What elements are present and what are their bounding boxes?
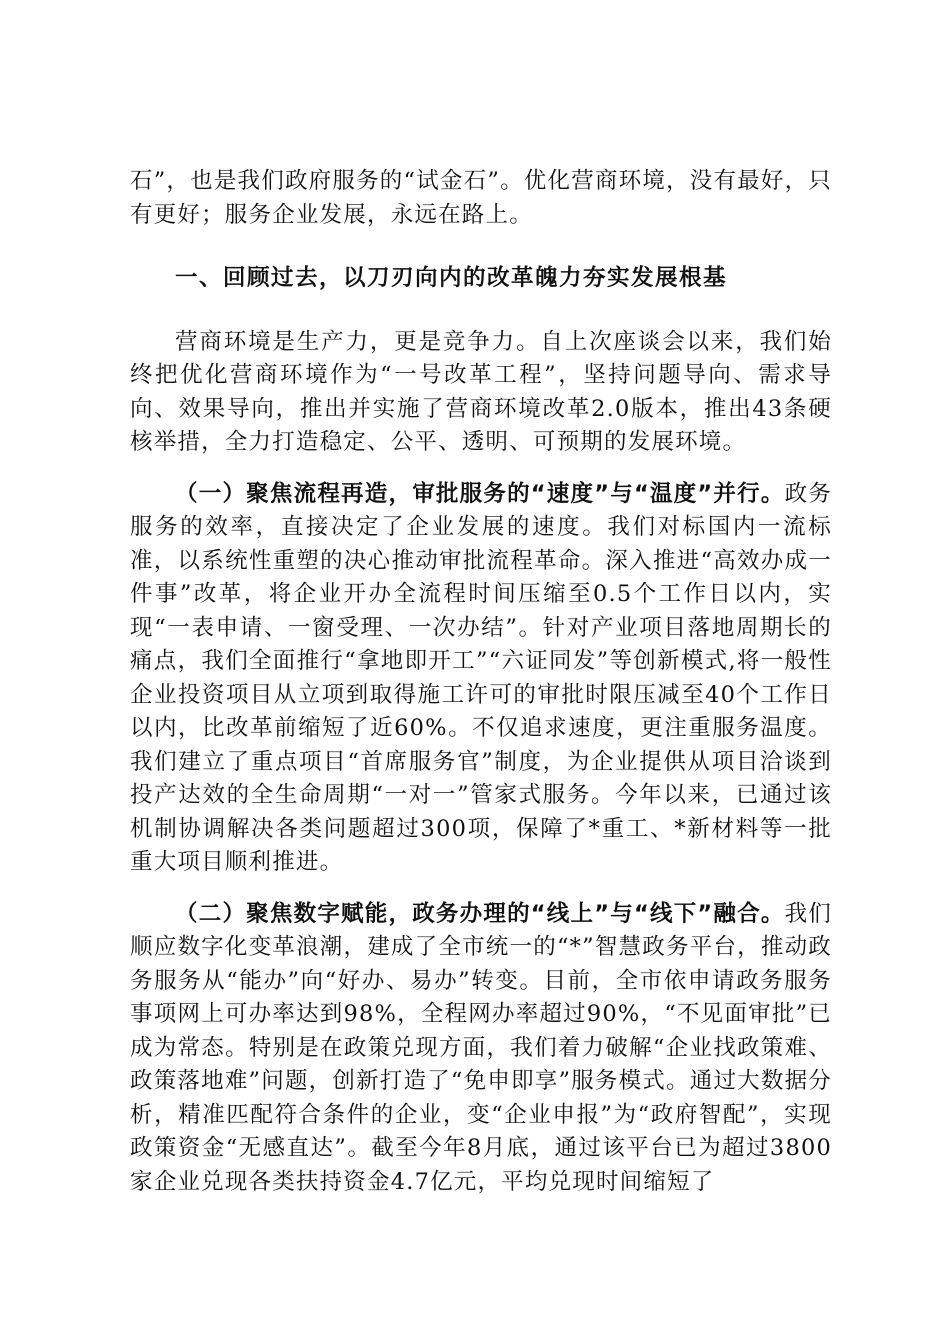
subheading-process-reform: （一）聚焦流程再造，审批服务的“速度”与“温度”并行。 — [175, 480, 785, 507]
paragraph-continuation: 石”，也是我们政府服务的“试金石”。优化营商环境，没有最好，只有更好；服务企业发展，永远在路上。 — [130, 168, 832, 228]
paragraph-process-reform-body: 政务服务的效率，直接决定了企业发展的速度。我们对标国内一流标准，以系统性重塑的决心推动审批流程革命。深入推进“高效办成一件事”改革，将企业开办全流程时间压缩至0.5个工作日以内，实现“一表申请、一窗受理、一次办结”。针对产业项目落地周期长的痛点，我们全面推行“拿地即开工”“六证同发”等创新模式,将一般性企业投资项目从立项到取得施工许可的审批时限压减至40个工作日以内，比改革前缩短了近60%。不仅追求速度，更注重服务温度。我们建立了重点项目“首席服务官”制度，为企业提供从项目洽谈到投产达效的全生命周期“一对一”管家式服务。今年以来，已通过该机制协调解决各类问题超过300项，保障了*重工、*新材料等一批重大项目顺利推进。 — [130, 480, 832, 875]
paragraph-intro: 营商环境是生产力，更是竞争力。自上次座谈会以来，我们始终把优化营商环境作为“一号改革工程”，坚持问题导向、需求导向、效果导向，推出并实施了营商环境改革2.0版本，推出43条硬核举措，全力打造稳定、公平、透明、可预期的发展环境。 — [130, 328, 832, 455]
paragraph-digital-empowerment — [130, 898, 832, 1200]
document-page — [130, 165, 832, 1217]
subheading-digital-empowerment: （二）聚焦数字赋能，政务办理的“线上”与“线下”融合。 — [175, 900, 785, 927]
paragraph-process-reform — [130, 478, 832, 880]
paragraph-digital-empowerment-body: 我们顺应数字化变革浪潮，建成了全市统一的“*”智慧政务平台，推动政务服务从“能办”向“好办、易办”转变。目前，全市依申请政务服务事项网上可办率达到98%，全程网办率超过90%，“不见面审批”已成为常态。特别是在政策兑现方面，我们着力破解“企业找政策难、政策落地难”问题，创新打造了“免申即享”服务模式。通过大数据分析，精准匹配符合条件的企业，变“企业申报”为“政府智配”，实现政策资金“无感直达”。截至今年8月底，通过该平台已为超过3800家企业兑现各类扶持资金4.7亿元，平均兑现时间缩短了 — [130, 900, 832, 1195]
section-heading-1: 一、回顾过去，以刀刃向内的改革魄力夯实发展根基 — [175, 265, 728, 291]
